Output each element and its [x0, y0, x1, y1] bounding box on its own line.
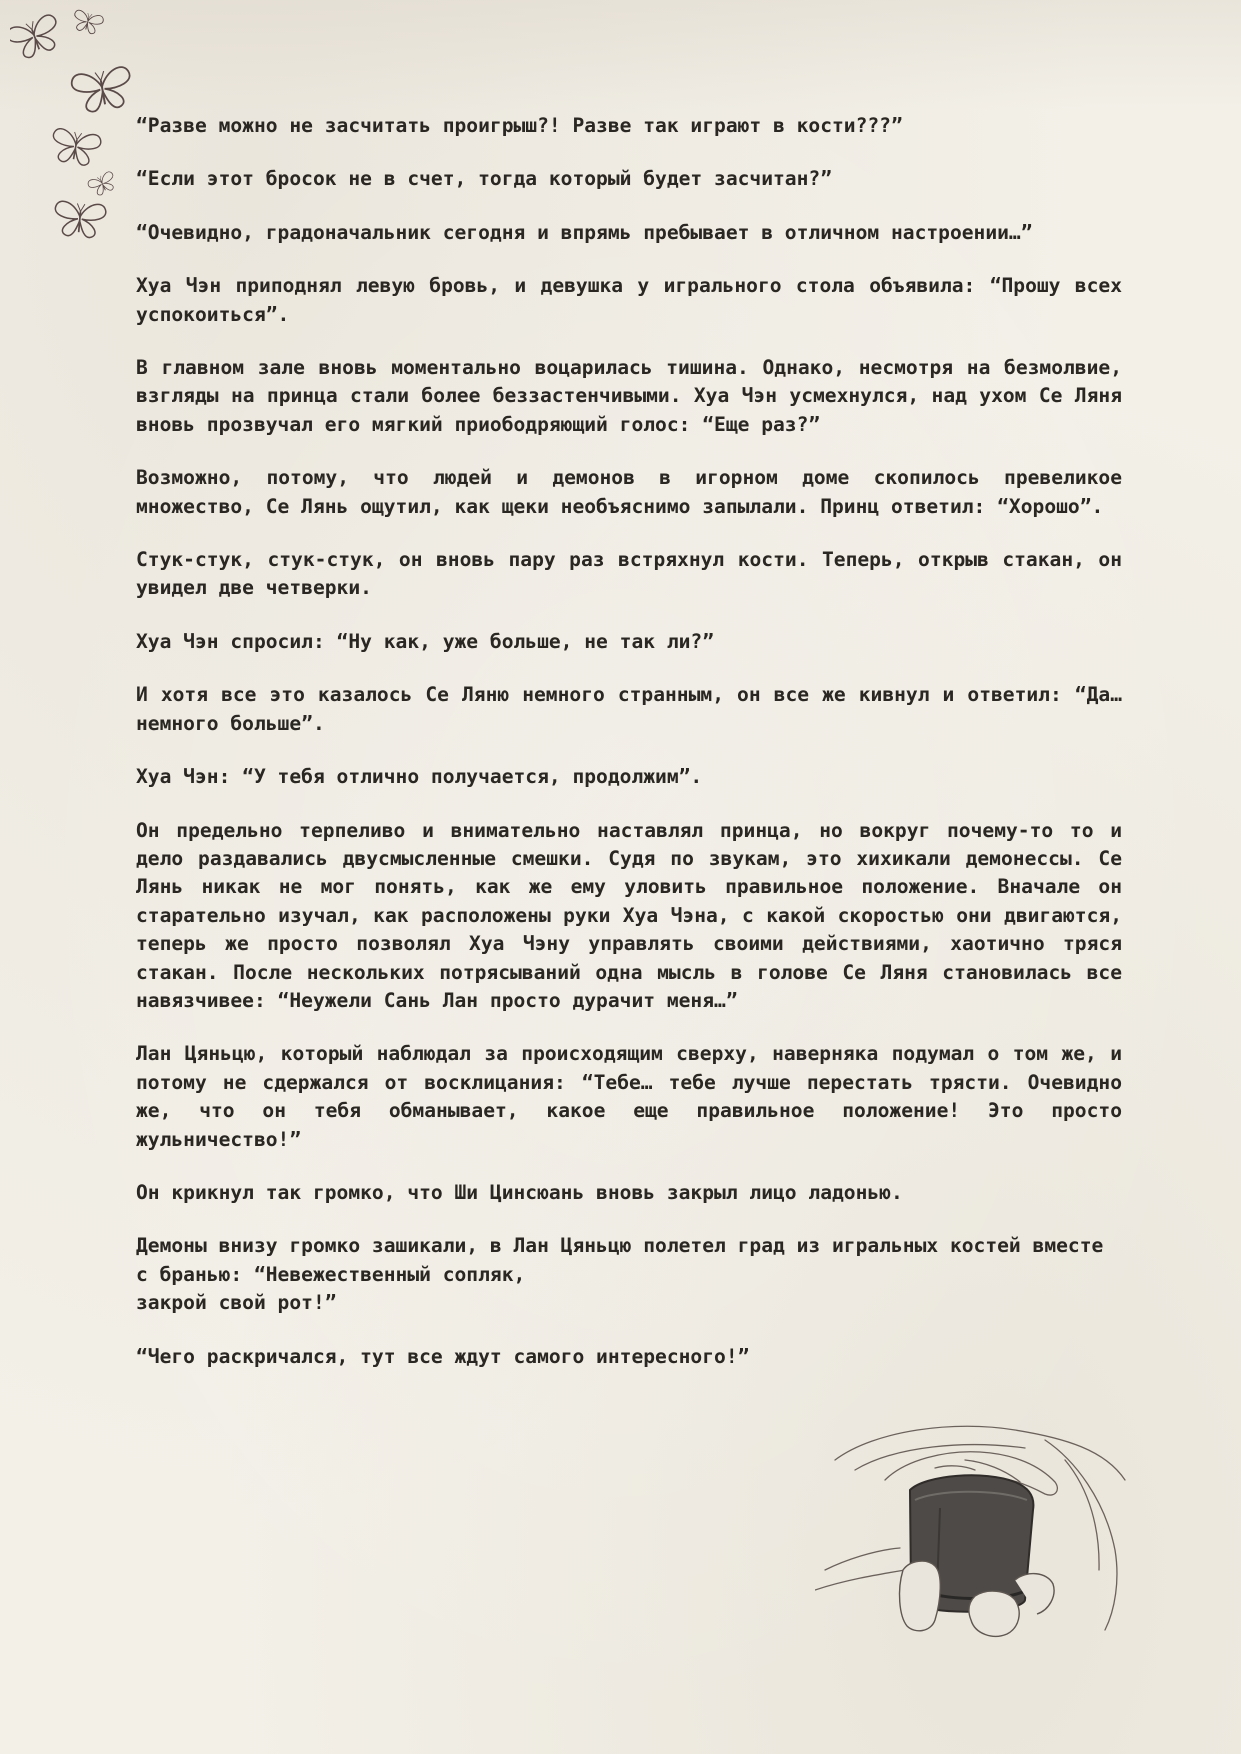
paragraph: “Очевидно, градоначальник сегодня и впрямь пребывает в отличном настроении…” — [136, 220, 1033, 244]
paragraph: Он крикнул так громко, что Ши Цинсюань вновь закрыл лицо ладонью. — [136, 1180, 903, 1204]
paragraph: Стук-стук, стук-стук, он вновь пару раз встряхнул кости. Теперь, открыв стакан, он увидел две четверки. — [136, 548, 1122, 600]
paragraph: “Разве можно не засчитать проигрыш?! Разве так играют в кости???” — [136, 114, 903, 137]
paragraph: “Чего раскричался, тут все ждут самого интересного!” — [136, 1344, 750, 1368]
butterfly-icon — [53, 201, 106, 239]
text-body — [136, 112, 1122, 1396]
paragraph: Лан Цяньцю, который наблюдал за происходящим сверху, наверняка подумал о том же, и потому не сдержался от восклицания: “Тебе… тебе лучше перестать трясти. Очевидно же, что он тебя обманывает, какое еще правильное положение! Это просто жульничество!” — [136, 1042, 1122, 1151]
butterfly-icon — [87, 171, 119, 198]
butterfly-icon — [49, 128, 102, 168]
paragraph: Хуа Чэн: “У тебя отлично получается, продолжим”. — [136, 765, 703, 789]
paragraph: “Если этот бросок не в счет, тогда который будет засчитан?” — [136, 167, 832, 191]
butterfly-icon — [71, 9, 104, 36]
paragraph-line: закрой свой рот!” — [136, 1291, 337, 1315]
butterfly-decoration — [10, 5, 150, 245]
butterfly-icon — [10, 13, 64, 62]
paper-texture — [0, 0, 1241, 110]
paragraph: Он предельно терпеливо и внимательно наставлял принца, но вокруг почему-то то и дело раздавались двусмысленные смешки. Судя по звукам, это хихикали демонессы. Се Лянь никак не мог понять, как же ему уловить правильное положение. Вначале он старательно изучал, как расположены руки Хуа Чэна, с какой скоростью они двигаются, теперь же просто позволял Хуа Чэну управлять своими действиями, хаотично тряся стакан. После нескольких потрясываний одна мысль в голове Се Ляня становилась все навязчивее: “Неужели Сань Лан просто дурачит меня…” — [136, 818, 1122, 1012]
paragraph: Хуа Чэн спросил: “Ну как, уже больше, не так ли?” — [136, 629, 715, 653]
butterfly-icon — [70, 66, 135, 115]
paragraph — [136, 1232, 1122, 1317]
paragraph: Хуа Чэн приподнял левую бровь, и девушка у игрального стола объявила: “Прошу всех успокоиться”. — [136, 274, 1122, 326]
paragraph: И хотя все это казалось Се Ляню немного странным, он все же кивнул и ответил: “Да… немного больше”. — [136, 683, 1122, 735]
paragraph: Возможно, потому, что людей и демонов в игорном доме скопилось превеликое множество, Се Лянь ощутил, как щеки необъяснимо запылали. Принц ответил: “Хорошо”. — [136, 466, 1122, 518]
paragraph-line: Демоны внизу громко зашикали, в Лан Цяньцю полетел град из игральных костей вместе с бранью: “Невежественный сопляк, — [136, 1234, 1104, 1286]
paragraph: В главном зале вновь моментально воцарилась тишина. Однако, несмотря на безмолвие, взгляды на принца стали более беззастенчивыми. Хуа Чэн усмехнулся, над ухом Се Ляня вновь прозвучал его мягкий приободряющий голос: “Еще раз?” — [136, 356, 1122, 436]
hands-holding-dice-cup-icon — [815, 1420, 1135, 1640]
